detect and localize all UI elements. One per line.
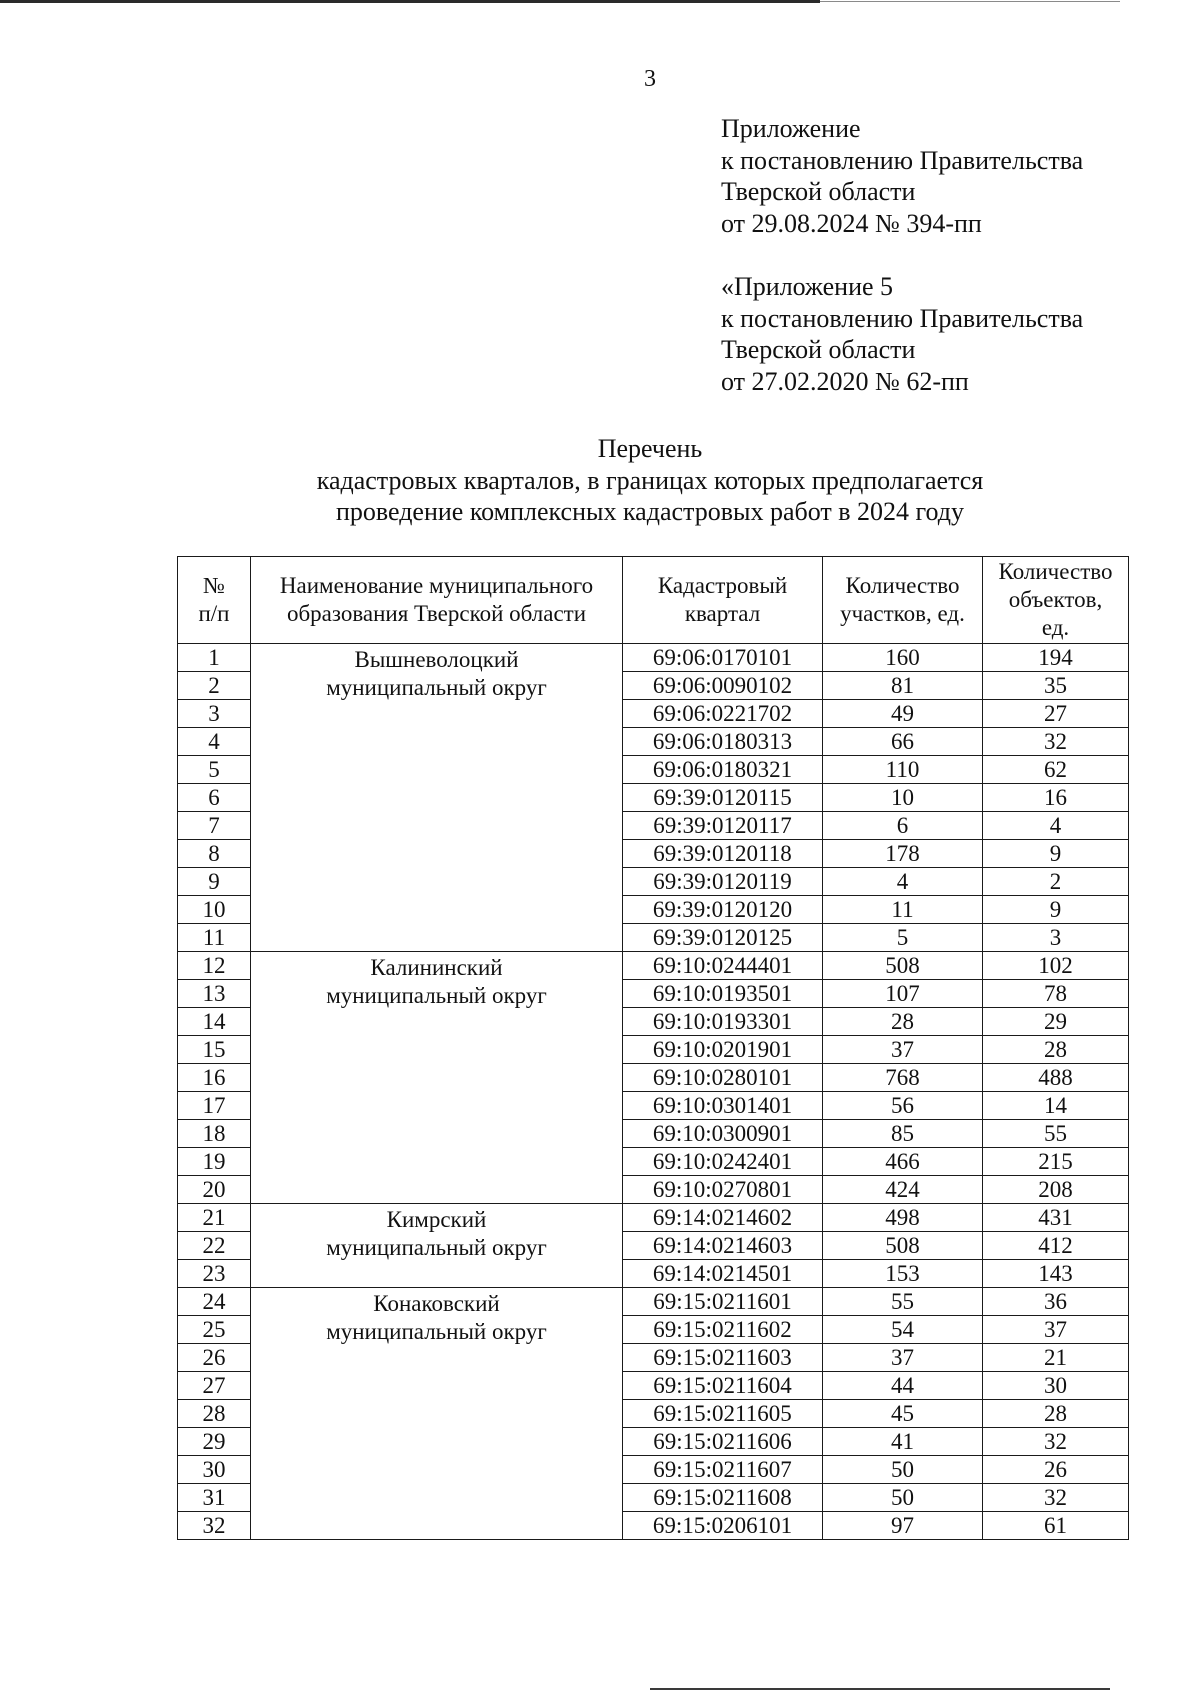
header-objects-count: Количество объектов, ед. (983, 557, 1129, 644)
plots-count-cell: 37 (823, 1036, 983, 1064)
municipality-name-line: Кимрский (386, 1207, 487, 1232)
original-appendix-line: «Приложение 5 (721, 272, 894, 301)
original-appendix-line: к постановлению Правительства (721, 303, 1084, 333)
objects-count-cell: 3 (983, 924, 1129, 952)
objects-count-cell: 32 (983, 1484, 1129, 1512)
objects-count-cell: 28 (983, 1400, 1129, 1428)
objects-count-cell: 32 (983, 1428, 1129, 1456)
cadastral-quarter-cell: 69:15:0211603 (623, 1344, 823, 1372)
objects-count-cell: 26 (983, 1456, 1129, 1484)
cadastral-quarter-cell: 69:39:0120117 (623, 812, 823, 840)
objects-count-cell: 215 (983, 1148, 1129, 1176)
row-number-cell: 22 (178, 1232, 251, 1260)
cadastral-quarter-cell: 69:14:0214603 (623, 1232, 823, 1260)
objects-count-cell: 35 (983, 672, 1129, 700)
objects-count-cell: 102 (983, 952, 1129, 980)
plots-count-cell: 153 (823, 1260, 983, 1288)
cadastral-quarter-cell: 69:10:0300901 (623, 1120, 823, 1148)
cadastral-quarter-cell: 69:10:0193501 (623, 980, 823, 1008)
objects-count-cell: 9 (983, 896, 1129, 924)
cadastral-quarter-cell: 69:39:0120119 (623, 868, 823, 896)
row-number-cell: 7 (178, 812, 251, 840)
approval-line: от 29.08.2024 № 394-пп (721, 208, 982, 238)
plots-count-cell: 508 (823, 952, 983, 980)
cadastral-quarter-cell: 69:39:0120118 (623, 840, 823, 868)
original-appendix-line: Тверской области (721, 335, 916, 364)
objects-count-cell: 29 (983, 1008, 1129, 1036)
header-municipality: Наименование муниципального образования Тверской области (251, 557, 623, 644)
table-header-row (178, 557, 1129, 644)
approval-line: Тверской области (721, 177, 916, 206)
objects-count-cell: 21 (983, 1344, 1129, 1372)
table-row (178, 1204, 1129, 1232)
plots-count-cell: 37 (823, 1344, 983, 1372)
plots-count-cell: 5 (823, 924, 983, 952)
page-number: 3 (644, 66, 656, 92)
row-number-cell: 4 (178, 728, 251, 756)
row-number-cell: 14 (178, 1008, 251, 1036)
plots-count-cell: 11 (823, 896, 983, 924)
cadastral-quarter-cell: 69:10:0193301 (623, 1008, 823, 1036)
approval-line: к постановлению Правительства (721, 145, 1084, 175)
cadastral-quarters-table (177, 556, 1129, 1540)
plots-count-cell: 54 (823, 1316, 983, 1344)
document-title-line: проведение комплексных кадастровых работ в 2024 году (335, 497, 965, 526)
header-row-number: № п/п (178, 557, 251, 644)
cadastral-quarter-cell: 69:15:0211607 (623, 1456, 823, 1484)
objects-count-cell: 32 (983, 728, 1129, 756)
plots-count-cell: 4 (823, 868, 983, 896)
scan-edge-line (650, 1688, 1110, 1690)
scan-edge-line (820, 1, 1120, 2)
cadastral-quarter-cell: 69:15:0211602 (623, 1316, 823, 1344)
row-number-cell: 9 (178, 868, 251, 896)
header-plots-count: Количество участков, ед. (823, 557, 983, 644)
cadastral-quarter-cell: 69:39:0120125 (623, 924, 823, 952)
row-number-cell: 12 (178, 952, 251, 980)
plots-count-cell: 50 (823, 1484, 983, 1512)
row-number-cell: 15 (178, 1036, 251, 1064)
objects-count-cell: 78 (983, 980, 1129, 1008)
municipality-name-line: муниципальный округ (326, 983, 547, 1008)
cadastral-quarter-cell: 69:06:0170101 (623, 644, 823, 672)
objects-count-cell: 4 (983, 812, 1129, 840)
document-title-line: Перечень (597, 434, 703, 463)
municipality-name-line: муниципальный округ (326, 1235, 547, 1260)
row-number-cell: 25 (178, 1316, 251, 1344)
plots-count-cell: 45 (823, 1400, 983, 1428)
objects-count-cell: 2 (983, 868, 1129, 896)
plots-count-cell: 85 (823, 1120, 983, 1148)
municipality-name-line: Вышневолоцкий (354, 647, 519, 672)
row-number-cell: 19 (178, 1148, 251, 1176)
row-number-cell: 26 (178, 1344, 251, 1372)
objects-count-cell: 61 (983, 1512, 1129, 1540)
plots-count-cell: 97 (823, 1512, 983, 1540)
municipality-cell (251, 1288, 623, 1540)
plots-count-cell: 107 (823, 980, 983, 1008)
cadastral-quarter-cell: 69:06:0180313 (623, 728, 823, 756)
cadastral-quarter-cell: 69:39:0120115 (623, 784, 823, 812)
document-title (0, 433, 1200, 528)
objects-count-cell: 412 (983, 1232, 1129, 1260)
plots-count-cell: 55 (823, 1288, 983, 1316)
cadastral-quarter-cell: 69:10:0270801 (623, 1176, 823, 1204)
objects-count-cell: 208 (983, 1176, 1129, 1204)
municipality-name-line: муниципальный округ (326, 1319, 547, 1344)
row-number-cell: 31 (178, 1484, 251, 1512)
row-number-cell: 28 (178, 1400, 251, 1428)
table-row (178, 952, 1129, 980)
plots-count-cell: 66 (823, 728, 983, 756)
cadastral-quarter-cell: 69:10:0280101 (623, 1064, 823, 1092)
row-number-cell: 30 (178, 1456, 251, 1484)
objects-count-cell: 55 (983, 1120, 1129, 1148)
table-row (178, 644, 1129, 672)
scan-edge-line (0, 0, 820, 3)
objects-count-cell: 28 (983, 1036, 1129, 1064)
row-number-cell: 3 (178, 700, 251, 728)
cadastral-quarter-cell: 69:39:0120120 (623, 896, 823, 924)
objects-count-cell: 9 (983, 840, 1129, 868)
row-number-cell: 21 (178, 1204, 251, 1232)
objects-count-cell: 36 (983, 1288, 1129, 1316)
objects-count-cell: 488 (983, 1064, 1129, 1092)
plots-count-cell: 49 (823, 700, 983, 728)
municipality-cell (251, 952, 623, 1204)
table-body (178, 644, 1129, 1540)
row-number-cell: 2 (178, 672, 251, 700)
objects-count-cell: 62 (983, 756, 1129, 784)
row-number-cell: 6 (178, 784, 251, 812)
cadastral-quarter-cell: 69:06:0221702 (623, 700, 823, 728)
row-number-cell: 5 (178, 756, 251, 784)
row-number-cell: 23 (178, 1260, 251, 1288)
row-number-cell: 27 (178, 1372, 251, 1400)
objects-count-cell: 431 (983, 1204, 1129, 1232)
cadastral-quarter-cell: 69:06:0180321 (623, 756, 823, 784)
municipality-name-line: Конаковский (373, 1291, 500, 1316)
municipality-cell (251, 644, 623, 952)
plots-count-cell: 466 (823, 1148, 983, 1176)
plots-count-cell: 10 (823, 784, 983, 812)
cadastral-quarter-cell: 69:10:0244401 (623, 952, 823, 980)
plots-count-cell: 50 (823, 1456, 983, 1484)
cadastral-quarter-cell: 69:15:0211604 (623, 1372, 823, 1400)
municipality-cell (251, 1204, 623, 1288)
approval-line: Приложение (721, 114, 861, 143)
approval-block (721, 113, 1083, 239)
cadastral-quarter-cell: 69:15:0211601 (623, 1288, 823, 1316)
plots-count-cell: 56 (823, 1092, 983, 1120)
plots-count-cell: 160 (823, 644, 983, 672)
header-cadastral-quarter: Кадастровый квартал (623, 557, 823, 644)
plots-count-cell: 81 (823, 672, 983, 700)
cadastral-quarter-cell: 69:10:0201901 (623, 1036, 823, 1064)
row-number-cell: 20 (178, 1176, 251, 1204)
objects-count-cell: 143 (983, 1260, 1129, 1288)
municipality-name-line: муниципальный округ (326, 675, 547, 700)
cadastral-quarter-cell: 69:14:0214501 (623, 1260, 823, 1288)
objects-count-cell: 194 (983, 644, 1129, 672)
plots-count-cell: 424 (823, 1176, 983, 1204)
row-number-cell: 1 (178, 644, 251, 672)
row-number-cell: 13 (178, 980, 251, 1008)
table-row (178, 1288, 1129, 1316)
municipality-name-line: Калининский (370, 955, 503, 980)
row-number-cell: 11 (178, 924, 251, 952)
row-number-cell: 8 (178, 840, 251, 868)
row-number-cell: 18 (178, 1120, 251, 1148)
original-appendix-block (721, 271, 1083, 397)
plots-count-cell: 768 (823, 1064, 983, 1092)
plots-count-cell: 28 (823, 1008, 983, 1036)
plots-count-cell: 508 (823, 1232, 983, 1260)
plots-count-cell: 110 (823, 756, 983, 784)
row-number-cell: 24 (178, 1288, 251, 1316)
row-number-cell: 32 (178, 1512, 251, 1540)
cadastral-quarter-cell: 69:14:0214602 (623, 1204, 823, 1232)
cadastral-quarter-cell: 69:15:0211608 (623, 1484, 823, 1512)
cadastral-quarter-cell: 69:10:0242401 (623, 1148, 823, 1176)
cadastral-quarter-cell: 69:10:0301401 (623, 1092, 823, 1120)
row-number-cell: 29 (178, 1428, 251, 1456)
plots-count-cell: 498 (823, 1204, 983, 1232)
row-number-cell: 17 (178, 1092, 251, 1120)
objects-count-cell: 27 (983, 700, 1129, 728)
objects-count-cell: 16 (983, 784, 1129, 812)
cadastral-quarter-cell: 69:15:0211606 (623, 1428, 823, 1456)
plots-count-cell: 41 (823, 1428, 983, 1456)
plots-count-cell: 44 (823, 1372, 983, 1400)
row-number-cell: 16 (178, 1064, 251, 1092)
objects-count-cell: 37 (983, 1316, 1129, 1344)
document-title-line: кадастровых кварталов, в границах которых предполагается (316, 465, 984, 495)
plots-count-cell: 6 (823, 812, 983, 840)
row-number-cell: 10 (178, 896, 251, 924)
original-appendix-line: от 27.02.2020 № 62-пп (721, 366, 969, 396)
objects-count-cell: 14 (983, 1092, 1129, 1120)
objects-count-cell: 30 (983, 1372, 1129, 1400)
cadastral-quarter-cell: 69:06:0090102 (623, 672, 823, 700)
plots-count-cell: 178 (823, 840, 983, 868)
cadastral-quarter-cell: 69:15:0211605 (623, 1400, 823, 1428)
cadastral-quarter-cell: 69:15:0206101 (623, 1512, 823, 1540)
